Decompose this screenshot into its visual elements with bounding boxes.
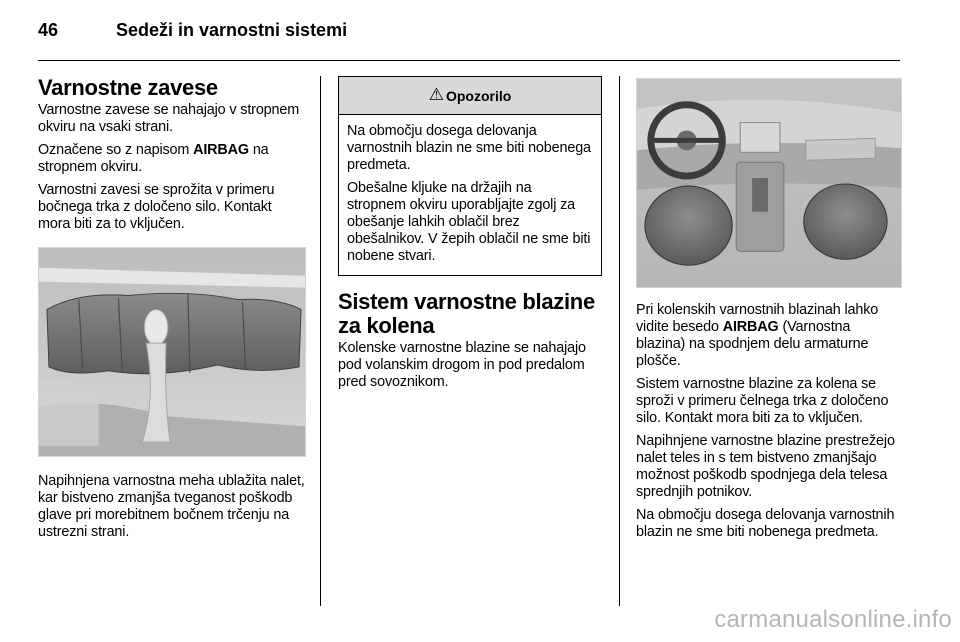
- warning-header: [339, 77, 601, 115]
- warning-triangle-icon: ⚠: [428, 85, 444, 105]
- curtain-airbag-illustration: [38, 247, 306, 457]
- running-title: Sedeži in varnostni sistemi: [116, 20, 348, 40]
- paragraph-knee-protection: Napihnjene varnostne blazine prestrežejo nalet teles in s tem bistveno zmanjšajo možnost poškodb spodnjega dela telesa sprednjih potnikov.: [636, 433, 895, 500]
- paragraph-curtain-location: Varnostne zavese se nahajajo v stropnem okviru na vsaki strani.: [38, 102, 300, 135]
- curtain-caption: Napihnjena varnostna meha ublažita nalet, kar bistveno zmanjša tveganost poškodb glave pri morebitnem bočnem trčenju na ustrezni strani.: [38, 473, 305, 540]
- warning-box: [338, 76, 602, 276]
- warning-title: Opozorilo: [445, 87, 512, 104]
- paragraph-curtain-label: Označene so z napisom AIRBAG na stropnem okviru.: [38, 142, 269, 175]
- knee-airbag-illustration: [636, 78, 902, 288]
- column-warning-knee: [338, 76, 602, 397]
- paragraph-curtain-deploy: Varnostni zavesi se sprožita v primeru bočnega trka z določeno silo. Kontakt mora biti za to vključen.: [38, 182, 275, 232]
- column-divider-2: [619, 76, 620, 606]
- airbag-label: AIRBAG: [722, 319, 779, 335]
- header-rule: [38, 60, 900, 61]
- watermark-text: carmanualsonline.info: [714, 606, 952, 633]
- section-heading-knee: Sistem varnostne blazine za kolena: [338, 289, 595, 338]
- paragraph-knee-deploy: Sistem varnostne blazine za kolena se sproži v primeru čelnega trka z določeno silo. Kontakt mora biti za to vključen.: [636, 376, 889, 426]
- column-curtain-airbags: [38, 76, 306, 547]
- column-divider-1: [320, 76, 321, 606]
- warning-body: [339, 115, 601, 275]
- warning-paragraph-1: Na območju dosega delovanja varnostnih blazin ne sme biti nobenega predmeta.: [347, 123, 591, 173]
- warning-paragraph-2: Obešalne kljuke na držajih na stropnem okviru uporabljajte zgolj za obešanje lahkih oblačil brez obešalnikov. V žepih oblačil ne sme biti nobene stvari.: [347, 180, 591, 264]
- page-number: 46: [38, 20, 59, 40]
- paragraph-knee-label: Pri kolenskih varnostnih blazinah lahko vidite besedo AIRBAG (Varnostna blazina) na spodnjem delu armaturne plošče.: [636, 302, 879, 369]
- paragraph-knee-location: Kolenske varnostne blazine se nahajajo pod volanskim drogom in pod predalom pred sovoznikom.: [338, 340, 586, 390]
- airbag-label: AIRBAG: [193, 142, 249, 158]
- section-heading-curtain: Varnostne zavese: [38, 75, 218, 100]
- paragraph-knee-clear-zone: Na območju dosega delovanja varnostnih blazin ne sme biti nobenega predmeta.: [636, 507, 895, 540]
- column-knee-details: [636, 76, 902, 547]
